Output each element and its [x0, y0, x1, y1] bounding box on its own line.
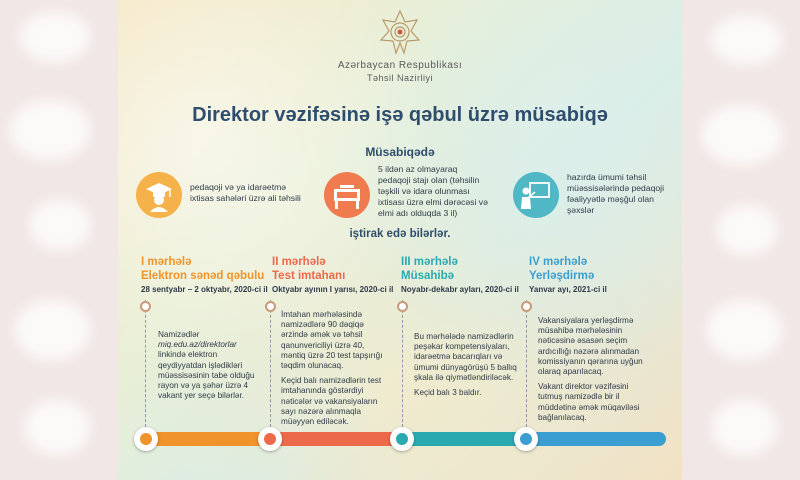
stage-2-connector — [270, 300, 271, 432]
desc-line: Vakansiyalara yerləşdirmə — [538, 316, 634, 325]
stage-4-description — [538, 316, 664, 428]
requirement-line: şəxslər — [567, 205, 595, 215]
requirement-line: ixtisas sahələri üzrə ali təhsili — [190, 193, 301, 203]
desc-line: olaraq aparılacaq. — [538, 367, 604, 377]
desc-line: müəyyən ediləcək. — [281, 417, 349, 427]
timeline-bar — [136, 432, 666, 446]
timeline-segment-2 — [270, 432, 402, 446]
stage-3-heading — [401, 255, 458, 283]
stage-1-connector — [145, 300, 146, 432]
page-title: Direktor vəzifəsinə işə qəbul üzrə müsabiqə — [192, 104, 608, 126]
requirement-line: 5 ildən az olmayaraq — [378, 164, 458, 174]
stage-1-marker — [140, 301, 151, 312]
desc-line: ümumi dünyagörüşü 5 ballıq — [414, 362, 517, 372]
desc-line: Namizədlər — [158, 330, 200, 339]
desc-line: Keçid balı 3 baldır. — [414, 388, 482, 398]
stage-3-marker — [397, 301, 408, 312]
desc-line: linkində elektron — [158, 350, 218, 360]
requirement-line: hazırda ümumi təhsil — [567, 172, 647, 182]
school-desk-icon — [324, 172, 370, 218]
desc-line: qeydiyyatdan işlədikləri — [158, 360, 243, 370]
requirement-line: fəaliyyətlə məşğul olan — [567, 194, 654, 204]
desc-line: şkala ilə qiymətləndiriləcək. — [414, 372, 514, 382]
stage-number: IV mərhələ — [529, 256, 588, 268]
requirement-line: pedaqoji və ya idarəetmə — [190, 182, 287, 192]
desc-line: peşəkar kompetensiyaları, — [414, 342, 510, 352]
desc-line: müsahibə mərhələsinin — [538, 326, 623, 336]
requirement-current-position — [567, 172, 664, 216]
desc-line: qanunvericiliyi üzrə 40, — [281, 340, 365, 350]
stage-1-heading — [141, 255, 264, 283]
requirement-experience — [378, 164, 488, 219]
desc-line: müddətinə əmək müqaviləsi — [538, 402, 640, 412]
teacher-board-icon — [513, 172, 559, 218]
infographic-poster — [118, 0, 682, 480]
stage-4-marker — [521, 301, 532, 312]
stage-2-date: Oktyabr ayının I yarısı, 2020-ci il — [272, 285, 394, 294]
timeline-knob-4 — [514, 427, 538, 451]
stage-3-date: Noyabr-dekabr ayları, 2020-ci il — [401, 285, 519, 294]
desc-line: təqdim olunacaq. — [281, 361, 344, 371]
desc-line: bağlanılacaq. — [538, 412, 587, 422]
requirement-line: ixtisası üzrə elmi dərəcəsi və — [378, 197, 488, 207]
registration-link[interactable]: miq.edu.az/direktorlar — [158, 340, 237, 350]
stage-number: III mərhələ — [401, 256, 458, 268]
stage-number: II mərhələ — [272, 256, 326, 268]
desc-line: sayı nəzərə alınmaqla — [281, 406, 362, 416]
stage-1-description — [158, 330, 278, 406]
stage-3-description — [414, 332, 534, 403]
requirement-line: elmi adı olduqda 3 il) — [378, 208, 458, 218]
desc-line: vakant yer seçə bilərlər. — [158, 391, 245, 401]
ministry-emblem-icon — [376, 8, 424, 56]
desc-line: məntiq üzrə 20 test tapşırığı — [281, 350, 383, 360]
desc-line: ardıcıllığı nəzərə alınmadan — [538, 346, 640, 356]
desc-line: idarəetmə bacarıqları və — [414, 352, 503, 362]
desc-line: Vakant direktor vəzifəsini — [538, 382, 629, 392]
timeline-segment-4 — [526, 432, 666, 446]
stage-title: Test imtahanı — [272, 270, 346, 282]
desc-line: Keçid balı namizədlərin test — [281, 376, 382, 386]
ministry-name-line2: Təhsil Nazirliyi — [366, 73, 433, 83]
stage-number: I mərhələ — [141, 256, 192, 268]
requirement-line: təşkili və idarə olunması — [378, 186, 470, 196]
stage-1-date: 28 sentyabr – 2 oktyabr, 2020-ci il — [141, 285, 268, 294]
stage-4-heading — [529, 255, 594, 283]
requirement-line: müəssisələrində pedaqoji — [567, 183, 664, 193]
desc-line: nəticəsinə əsasən seçim — [538, 336, 628, 346]
right-background-panel — [682, 0, 800, 480]
stage-title: Yerləşdirmə — [529, 270, 595, 282]
section-subtitle: Müsabiqədə — [365, 145, 435, 159]
desc-line: komissiyanın qərarına uyğun — [538, 356, 643, 366]
stage-4-connector — [526, 300, 527, 432]
ministry-name-line1: Azərbaycan Respublikası — [337, 60, 463, 71]
timeline-knob-1 — [134, 427, 158, 451]
desc-line: rayon və ya şəhər üzrə 4 — [158, 381, 249, 391]
desc-line: nəticələr və vakansiyaların — [281, 396, 378, 406]
desc-line: ərzində əmək və təhsil — [281, 330, 363, 340]
stage-2-description — [281, 310, 403, 432]
timeline-knob-3 — [390, 427, 414, 451]
participate-caption: iştirak edə bilərlər. — [349, 228, 451, 240]
desc-line: Bu mərhələdə namizədlərin — [414, 332, 514, 341]
desc-line: müəssisəsinin tabe olduğu — [158, 370, 255, 380]
stage-4-date: Yanvar ayı, 2021-ci il — [529, 285, 607, 294]
stage-title: Müsahibə — [401, 270, 455, 282]
desc-line: imtahanında göstərdiyi — [281, 386, 364, 396]
stage-title: Elektron sənəd qəbulu — [141, 270, 265, 282]
stage-3-connector — [402, 300, 403, 432]
requirement-line: pedaqoji stajı olan (təhsilin — [378, 175, 480, 185]
left-background-panel — [0, 0, 118, 480]
desc-line: İmtahan mərhələsində — [281, 310, 363, 319]
stage-2-marker — [265, 301, 276, 312]
desc-line: namizədlərə 90 dəqiqə — [281, 320, 364, 330]
graduate-icon — [136, 172, 182, 218]
timeline-segment-3 — [402, 432, 526, 446]
requirement-education — [190, 182, 301, 204]
desc-line: tutmuş namizədlə bir il — [538, 392, 620, 402]
timeline-knob-2 — [258, 427, 282, 451]
stage-2-heading — [272, 255, 345, 283]
